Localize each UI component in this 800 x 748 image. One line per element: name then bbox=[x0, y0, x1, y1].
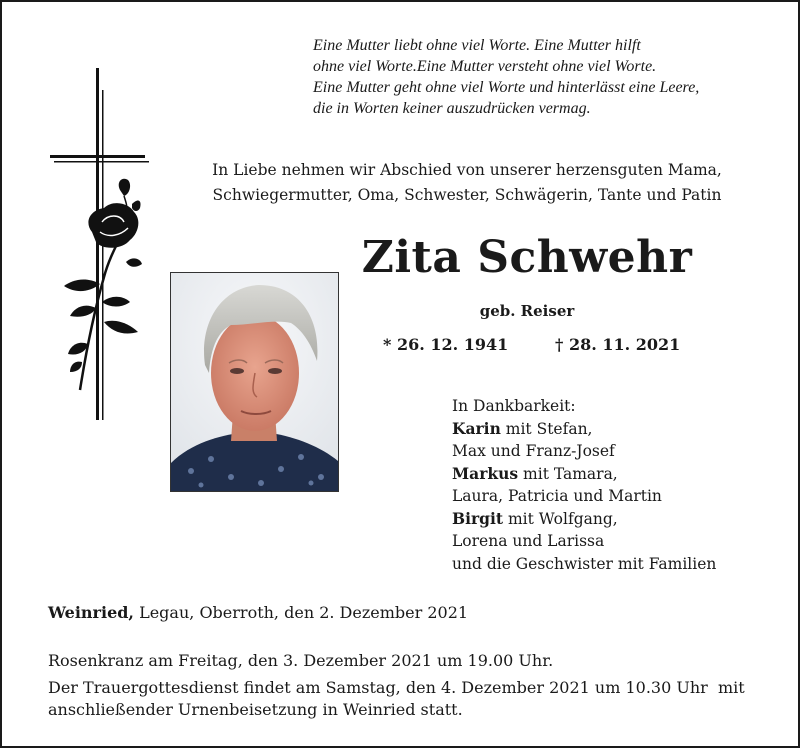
service-line: Der Trauergottesdienst findet am Samstag, den 4. Dezember 2021 um 10.30 Uhr mit bbox=[48, 678, 745, 697]
intro-line: In Liebe nehmen wir Abschied von unserer herzensguten Mama, bbox=[212, 161, 722, 179]
poem bbox=[313, 35, 783, 119]
maiden-name: geb. Reiser bbox=[479, 302, 575, 320]
service-line: Rosenkranz am Freitag, den 3. Dezember 2021 um 19.00 Uhr. bbox=[48, 651, 554, 670]
family-name-rest: mit Tamara, bbox=[518, 464, 618, 483]
service-line: anschließender Urnenbeisetzung in Weinried statt. bbox=[48, 700, 463, 719]
family-name-rest: und die Geschwister mit Familien bbox=[452, 554, 717, 573]
family-name-bold: Markus bbox=[452, 463, 519, 483]
poem-line: die in Worten keiner auszudrücken vermag. bbox=[313, 100, 591, 117]
family-line bbox=[452, 440, 716, 463]
portrait-image bbox=[171, 273, 338, 491]
family-name-bold: Birgit bbox=[452, 508, 504, 528]
birth-date: * 26. 12. 1941 bbox=[383, 335, 509, 354]
portrait-photo bbox=[170, 272, 339, 492]
poem-line: ohne viel Worte.Eine Mutter versteht ohne viel Worte. bbox=[313, 58, 657, 75]
family-name-rest: mit Wolfgang, bbox=[503, 509, 618, 528]
place-date bbox=[48, 603, 468, 622]
family-line bbox=[452, 418, 716, 441]
cross-with-rose-icon bbox=[42, 62, 162, 432]
family-name-rest: Lorena und Larissa bbox=[452, 532, 605, 550]
poem-line: Eine Mutter geht ohne viel Worte und hinterlässt eine Leere, bbox=[313, 79, 700, 96]
service-info bbox=[48, 650, 788, 721]
poem-line: Eine Mutter liebt ohne viel Worte. Eine Mutter hilft bbox=[313, 37, 641, 54]
family-line bbox=[452, 530, 716, 553]
family-line bbox=[452, 553, 716, 576]
death-date: † 28. 11. 2021 bbox=[555, 335, 681, 354]
intro-line: Schwiegermutter, Oma, Schwester, Schwägerin, Tante und Patin bbox=[212, 186, 722, 204]
family-line bbox=[452, 485, 716, 508]
deceased-name: Zita Schwehr bbox=[361, 232, 693, 283]
family-name-rest: mit Stefan, bbox=[500, 419, 593, 438]
family-line bbox=[452, 463, 716, 486]
family-list bbox=[452, 395, 716, 575]
family-line bbox=[452, 508, 716, 531]
intro-text bbox=[162, 158, 772, 208]
place-town: Weinried, bbox=[48, 603, 134, 622]
family-name-rest: Laura, Patricia und Martin bbox=[452, 487, 662, 505]
place-rest: Legau, Oberroth, den 2. Dezember 2021 bbox=[134, 603, 469, 622]
family-name-rest: Max und Franz-Josef bbox=[452, 442, 615, 460]
family-name-bold: Karin bbox=[452, 418, 501, 438]
family-heading: In Dankbarkeit: bbox=[452, 397, 576, 415]
